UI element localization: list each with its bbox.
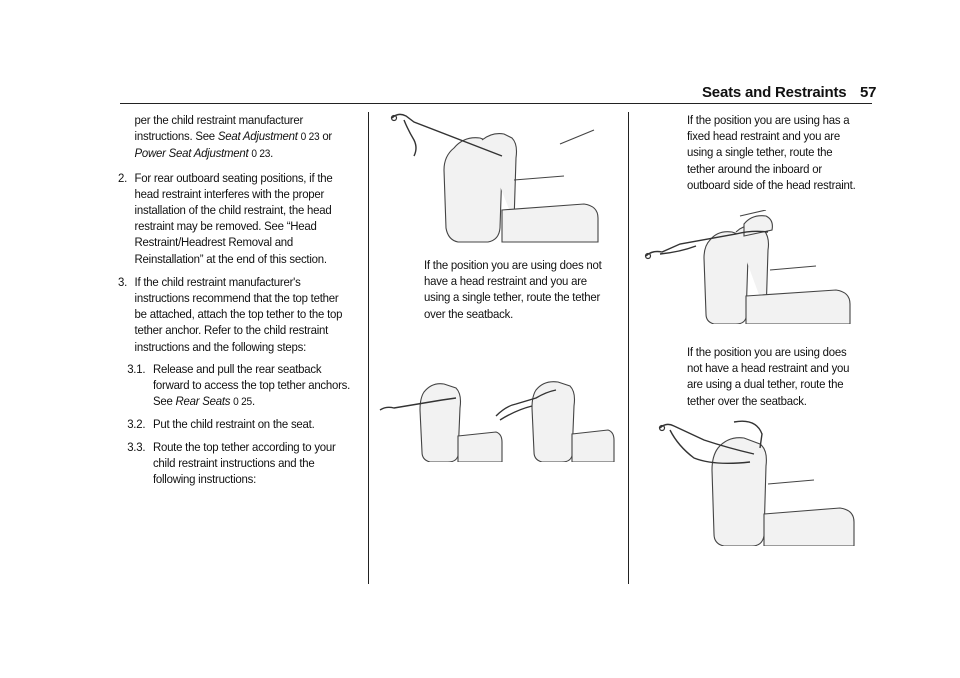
column-1 bbox=[118, 112, 354, 487]
column-3-text-top bbox=[687, 112, 858, 193]
sub-item-3-3 bbox=[118, 439, 354, 488]
list-number: 2. bbox=[118, 170, 128, 185]
list-item-text: If the child restraint manufacturer's instructions recommend that the top tether be attached, attach the top tether to the top tether anchor. Refer to the child restraint instructions and the following steps: bbox=[134, 274, 343, 354]
sub-number: 3.2. bbox=[127, 417, 146, 432]
intro-text-b: instructions. See bbox=[134, 129, 218, 144]
sub-item-3-1 bbox=[118, 361, 354, 411]
intro-paragraph bbox=[118, 112, 354, 163]
sub-number: 3.3. bbox=[127, 439, 146, 454]
column-divider-2 bbox=[628, 112, 629, 584]
illustration-fixed-head-restraint bbox=[640, 210, 860, 324]
illustration-single-tether-no-head-restraint bbox=[384, 110, 614, 244]
illustration-tether-over-seatback-pair bbox=[376, 376, 616, 462]
section-title: Seats and Restraints bbox=[702, 84, 847, 101]
sub-number: 3.1. bbox=[127, 361, 146, 376]
xref-seat-adjustment[interactable]: 0 23 bbox=[300, 131, 320, 144]
link-seat-adjustment[interactable]: Seat Adjustment bbox=[217, 129, 298, 144]
sub-item-3-2 bbox=[118, 416, 354, 432]
link-power-seat-adjustment[interactable]: Power Seat Adjustment bbox=[134, 146, 249, 161]
list-item-3 bbox=[118, 274, 354, 355]
list-number: 3. bbox=[118, 274, 128, 289]
intro-end: . bbox=[270, 146, 274, 161]
sub-item-text: Release and pull the rear seatback forward to access the top tether anchors. See bbox=[152, 361, 351, 409]
xref-power-seat-adjustment[interactable]: 0 23 bbox=[251, 148, 271, 161]
column-divider-1 bbox=[368, 112, 369, 584]
page-number: 57 bbox=[860, 84, 877, 101]
instruction-paragraph: If the position you are using does not have a head restraint and you are using a single tether, route the tether over the seatback. bbox=[424, 258, 602, 321]
column-2-text bbox=[424, 257, 604, 322]
intro-text-a: per the child restraint manufacturer bbox=[134, 113, 304, 127]
header-rule bbox=[120, 103, 872, 104]
sub-item-text: Route the top tether according to your child restraint instructions and the following instructions: bbox=[152, 439, 336, 487]
sub-item-text: Put the child restraint on the seat. bbox=[152, 417, 315, 432]
column-3-text-bottom bbox=[687, 344, 858, 409]
list-item-2 bbox=[118, 170, 354, 267]
instruction-paragraph: If the position you are using does not have a head restraint and you are using a dual tether, route the tether over the seatback. bbox=[687, 345, 850, 408]
list-item-text: For rear outboard seating positions, if the head restraint interferes with the proper installation of the child restraint, the head restraint may be removed. See “Head Restraint/Headrest Removal and Reinstallation” at the end of this section. bbox=[134, 170, 333, 266]
instruction-paragraph: If the position you are using has a fixed head restraint and you are using a single tether, route the tether around the inboard or outboard side of the head restraint. bbox=[687, 113, 856, 192]
xref-rear-seats[interactable]: 0 25 bbox=[233, 396, 252, 409]
illustration-dual-tether-no-head-restraint bbox=[644, 418, 858, 546]
intro-or: or bbox=[319, 129, 333, 144]
sub-item-end: . bbox=[251, 394, 255, 409]
link-rear-seats[interactable]: Rear Seats bbox=[175, 394, 231, 409]
